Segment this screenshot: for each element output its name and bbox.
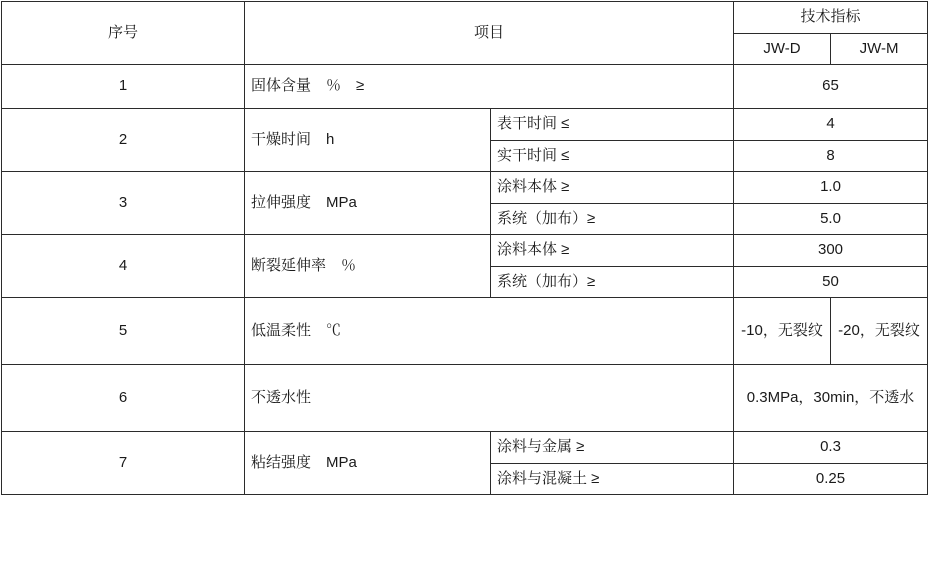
row-value: 65 [734,65,928,109]
header-tech-index: 技术指标 [734,2,928,34]
row-seq: 6 [2,365,245,432]
row-item: 低温柔性 ℃ [245,298,734,365]
row-value: 0.3MPa，30min，不透水 [734,365,928,432]
row-seq: 3 [2,172,245,235]
table-row [2,65,928,109]
row-item: 断裂延伸率 ％ [245,235,491,298]
row-seq: 7 [2,432,245,495]
row-value: 50 [734,266,928,298]
row-item: 干燥时间 h [245,109,491,172]
row-subitem: 涂料与混凝土 ≥ [491,463,734,495]
table-row [2,109,928,141]
header-seq: 序号 [2,2,245,65]
table-row [2,365,928,432]
row-value: 0.3 [734,432,928,464]
row-item: 粘结强度 MPa [245,432,491,495]
row-subitem: 实干时间 ≤ [491,140,734,172]
row-subitem: 涂料与金属 ≥ [491,432,734,464]
specification-table [1,1,928,495]
row-subitem: 系统（加布）≥ [491,266,734,298]
row-seq: 1 [2,65,245,109]
row-item: 不透水性 [245,365,734,432]
table-row [2,432,928,464]
row-item: 拉伸强度 MPa [245,172,491,235]
row-seq: 4 [2,235,245,298]
row-seq: 2 [2,109,245,172]
row-value: 0.25 [734,463,928,495]
row-subitem: 涂料本体 ≥ [491,172,734,204]
row-subitem: 系统（加布）≥ [491,203,734,235]
row-subitem: 涂料本体 ≥ [491,235,734,267]
row-value: 5.0 [734,203,928,235]
row-value-jwm: -20，无裂纹 [831,298,928,365]
row-value: 4 [734,109,928,141]
row-value-jwd: -10，无裂纹 [734,298,831,365]
row-item: 固体含量 ％ ≥ [245,65,734,109]
row-value: 8 [734,140,928,172]
table-row [2,235,928,267]
table-row [2,298,928,365]
header-jwd: JW-D [734,33,831,65]
row-subitem: 表干时间 ≤ [491,109,734,141]
row-seq: 5 [2,298,245,365]
row-value: 300 [734,235,928,267]
header-jwm: JW-M [831,33,928,65]
header-item: 项目 [245,2,734,65]
table-header-row [2,2,928,34]
row-value: 1.0 [734,172,928,204]
table-row [2,172,928,204]
